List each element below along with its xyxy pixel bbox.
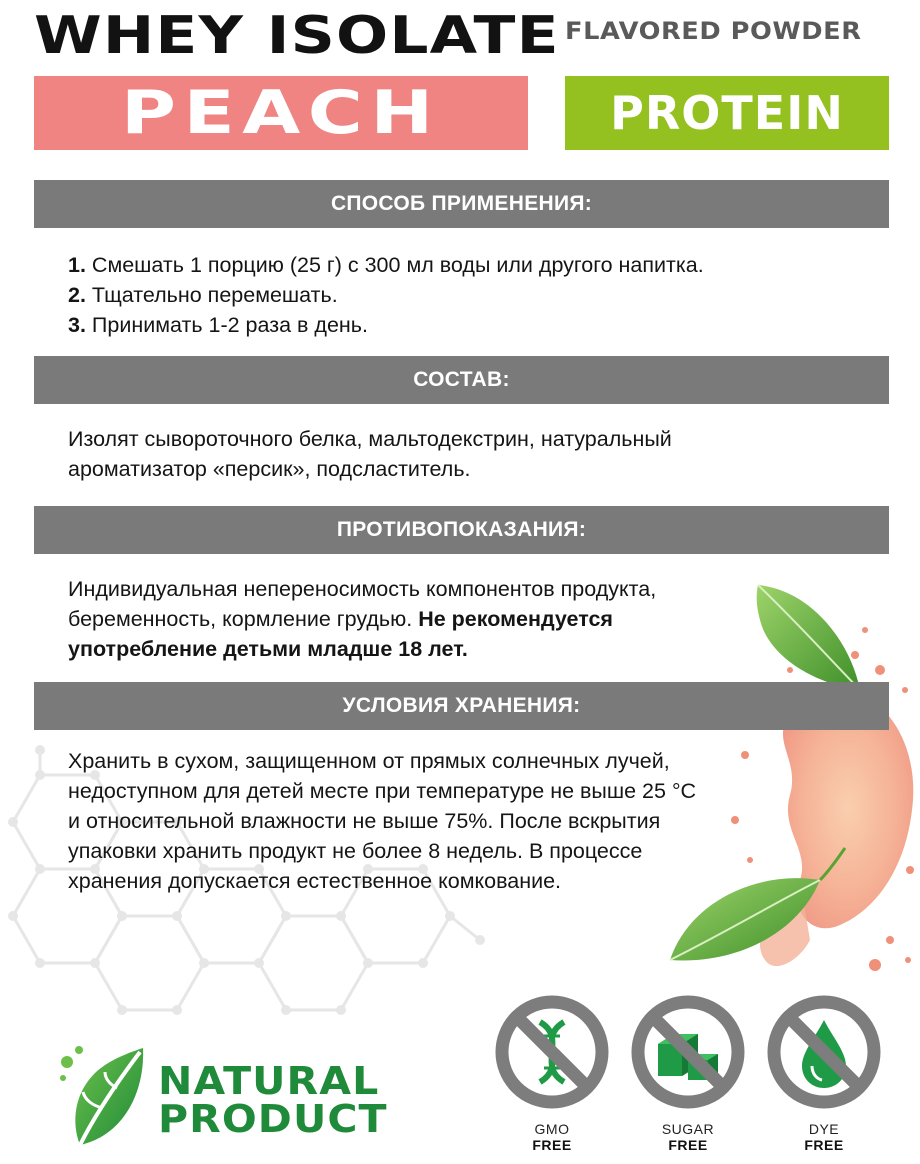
sugar-free-label: FREE	[668, 1137, 708, 1153]
contraindications-heading-bar	[34, 506, 889, 554]
protein-band	[565, 76, 889, 150]
sugar-label: SUGAR	[661, 1121, 715, 1137]
contraindications-text: Индивидуальная непереносимость компонентов продукта, беременность, кормление грудью. Не рекомендуется употребление детьми младше 18 лет.	[68, 577, 657, 661]
storage-heading: УСЛОВИЯ ХРАНЕНИЯ:	[342, 694, 581, 717]
drop-icon	[762, 994, 886, 1112]
gmo-free-badge	[490, 994, 614, 1153]
composition-heading: СОСТАВ:	[413, 368, 510, 391]
product-subtitle: FLAVORED POWDER	[565, 17, 862, 45]
usage-step: 2. Тщательно перемешать.	[68, 283, 338, 307]
flavor-label: PEACH	[121, 78, 441, 148]
usage-heading: СПОСОБ ПРИМЕНЕНИЯ:	[330, 192, 593, 215]
storage-heading-bar	[34, 682, 889, 730]
product-title: WHEY ISOLATE	[34, 6, 560, 66]
leaf-icon	[55, 1040, 155, 1152]
composition-text: Изолят сывороточного белка, мальтодекстрин, натуральный ароматизатор «персик», подсластитель.	[68, 427, 672, 481]
dna-icon	[490, 994, 614, 1112]
sugar-free-badge	[626, 994, 750, 1153]
sugar-cubes-icon	[626, 994, 750, 1112]
storage-text: Хранить в сухом, защищенном от прямых солнечных лучей, недоступном для детей месте при температуре не выше 25 °С и относительной влажности не выше 75%. После вскрытия упаковки хранить продукт не более 8 недель. В процессе хранения допускается естественное комкование.	[68, 749, 697, 893]
dye-free-label: FREE	[804, 1137, 844, 1153]
protein-label: PROTEIN	[610, 86, 844, 140]
usage-step: 3. Принимать 1-2 раза в день.	[68, 313, 368, 337]
usage-steps	[68, 250, 704, 340]
contraindications-heading: ПРОТИВОПОКАЗАНИЯ:	[336, 518, 587, 541]
natural-product-label: NATURAL PRODUCT	[158, 1059, 388, 1141]
dye-label: DYE	[808, 1121, 840, 1137]
usage-heading-bar	[34, 180, 889, 228]
flavor-band	[34, 76, 528, 150]
gmo-label: GMO	[534, 1121, 570, 1137]
composition-heading-bar	[34, 356, 889, 404]
usage-step: 1. Смешать 1 порцию (25 г) с 300 мл воды или другого напитка.	[68, 253, 704, 277]
dye-free-badge	[762, 994, 886, 1153]
gmo-free-label: FREE	[532, 1137, 572, 1153]
